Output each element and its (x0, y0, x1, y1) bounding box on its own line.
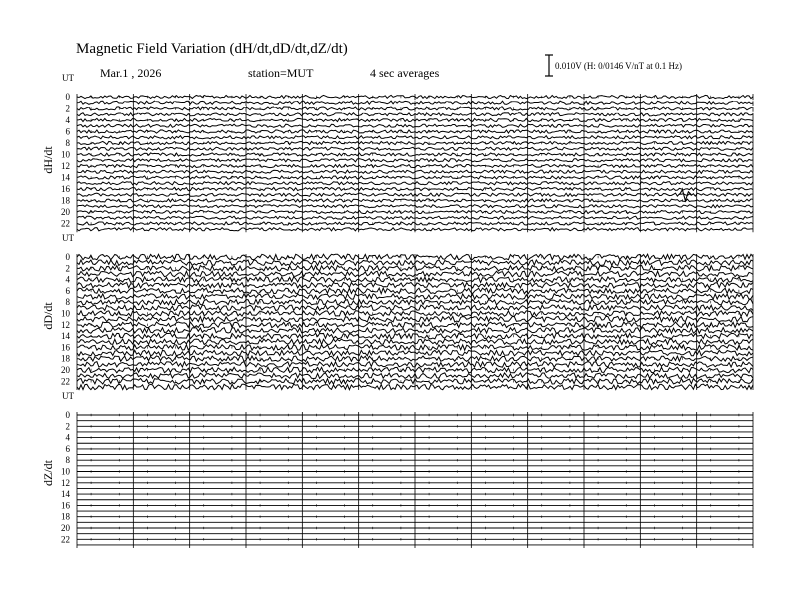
row-label: 18 (61, 195, 70, 206)
row-label: 20 (61, 523, 70, 533)
row-label: 14 (61, 172, 70, 183)
row-label: 8 (65, 297, 70, 308)
row-label: 0 (65, 252, 70, 262)
ut-header: UT (62, 233, 74, 243)
ut-header: UT (62, 73, 74, 83)
scale-bar (545, 55, 553, 76)
row-label: 10 (61, 466, 70, 477)
row-label: 4 (65, 274, 70, 285)
row-label: 22 (61, 218, 70, 229)
scale-note: 0.010V (H: 0/0146 V/nT at 0.1 Hz) (555, 61, 682, 71)
row-label: 16 (61, 500, 70, 511)
row-label: 12 (61, 161, 70, 171)
chart-title: Magnetic Field Variation (dH/dt,dD/dt,dZ/dt) (76, 41, 348, 57)
panel-ylabel: dH/dt (41, 146, 55, 174)
row-label: 0 (65, 410, 70, 420)
panel-dd-dt (41, 233, 753, 390)
ut-header: UT (62, 391, 74, 401)
panel-ylabel: dD/dt (41, 302, 55, 330)
row-label: 18 (61, 353, 70, 364)
row-label: 12 (61, 477, 70, 488)
row-label: 4 (65, 115, 70, 125)
row-label: 10 (61, 149, 70, 160)
row-label: 22 (61, 376, 70, 387)
row-label: 16 (61, 184, 70, 194)
row-label: 8 (65, 455, 70, 466)
row-label: 10 (61, 308, 70, 319)
row-label: 16 (61, 342, 70, 353)
row-label: 0 (65, 92, 70, 102)
row-label: 2 (65, 421, 70, 432)
row-label: 6 (65, 285, 70, 296)
panel-ylabel: dZ/dt (41, 460, 55, 486)
row-label: 2 (65, 263, 70, 274)
row-label: 8 (65, 138, 70, 148)
row-label: 20 (61, 365, 70, 375)
row-label: 2 (65, 103, 70, 114)
row-label: 6 (65, 443, 70, 454)
panel-dz-dt (41, 391, 753, 548)
date-label: Mar.1 , 2026 (100, 66, 162, 80)
row-label: 6 (65, 126, 70, 137)
station-label: station=MUT (248, 66, 314, 80)
row-label: 14 (61, 331, 70, 342)
row-label: 12 (61, 319, 70, 330)
row-label: 4 (65, 432, 70, 443)
row-label: 20 (61, 207, 70, 217)
row-label: 18 (61, 511, 70, 522)
panel-dh-dt (41, 73, 756, 232)
averaging-label: 4 sec averages (370, 66, 440, 80)
row-label: 22 (61, 534, 70, 545)
row-label: 14 (61, 489, 70, 500)
